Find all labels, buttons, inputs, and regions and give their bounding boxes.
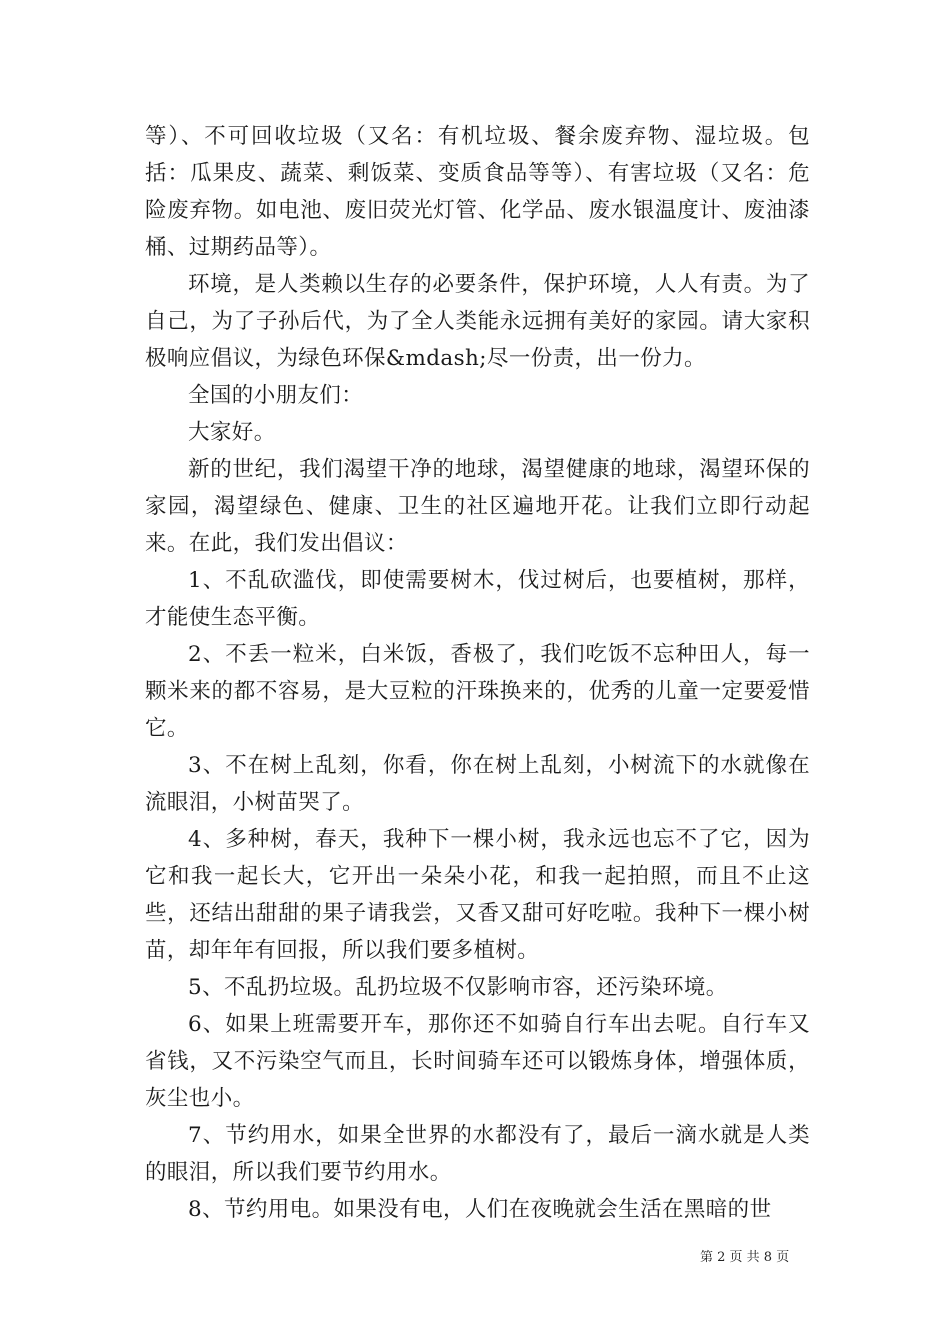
paragraph-11: 6、如果上班需要开车，那你还不如骑自行车出去呢。自行车又省钱，又不污染空气而且，长时间骑车还可以锻炼身体，增强体质，灰尘也小。 [145,1012,810,1111]
paragraph-3: 全国的小朋友们： [188,383,364,408]
page-number-footer: 第 2 页 共 8 页 [700,1250,790,1265]
paragraph-10: 5、不乱扔垃圾。乱扔垃圾不仅影响市容，还污染环境。 [188,975,728,1000]
paragraph-4: 大家好。 [188,420,276,445]
paragraph-8: 3、不在树上乱刻，你看，你在树上乱刻，小树流下的水就像在流眼泪，小树苗哭了。 [145,753,810,815]
body-text [145,118,810,1228]
paragraph-1: 等）、不可回收垃圾（又名：有机垃圾、餐余废弃物、湿垃圾。包括：瓜果皮、蔬菜、剩饭菜、变质食品等等）、有害垃圾（又名：危险废弃物。如电池、废旧荧光灯管、化学品、废水银温度计、废油漆桶、过期药品等）。 [145,124,810,260]
paragraph-7: 2、不丢一粒米，白米饭，香极了，我们吃饭不忘种田人，每一颗米来的都不容易，是大豆粒的汗珠换来的，优秀的儿童一定要爱惜它。 [145,642,810,741]
paragraph-9: 4、多种树，春天，我种下一棵小树，我永远也忘不了它，因为它和我一起长大，它开出一朵朵小花，和我一起拍照，而且不止这些，还结出甜甜的果子请我尝，又香又甜可好吃啦。我种下一棵小树苗，却年年有回报，所以我们要多植树。 [145,827,810,963]
paragraph-13: 8、节约用电。如果没有电，人们在夜晚就会生活在黑暗的世 [188,1197,772,1222]
paragraph-2: 环境，是人类赖以生存的必要条件，保护环境，人人有责。为了自己，为了子孙后代，为了全人类能永远拥有美好的家园。请大家积极响应倡议，为绿色环保&mdash;尽一份责，出一份力。 [145,272,810,371]
paragraph-6: 1、不乱砍滥伐，即使需要树木，伐过树后，也要植树，那样，才能使生态平衡。 [145,568,810,630]
paragraph-5: 新的世纪，我们渴望干净的地球，渴望健康的地球，渴望环保的家园，渴望绿色、健康、卫生的社区遍地开花。让我们立即行动起来。在此，我们发出倡议： [145,457,810,556]
paragraph-12: 7、节约用水，如果全世界的水都没有了，最后一滴水就是人类的眼泪，所以我们要节约用水。 [145,1123,810,1185]
